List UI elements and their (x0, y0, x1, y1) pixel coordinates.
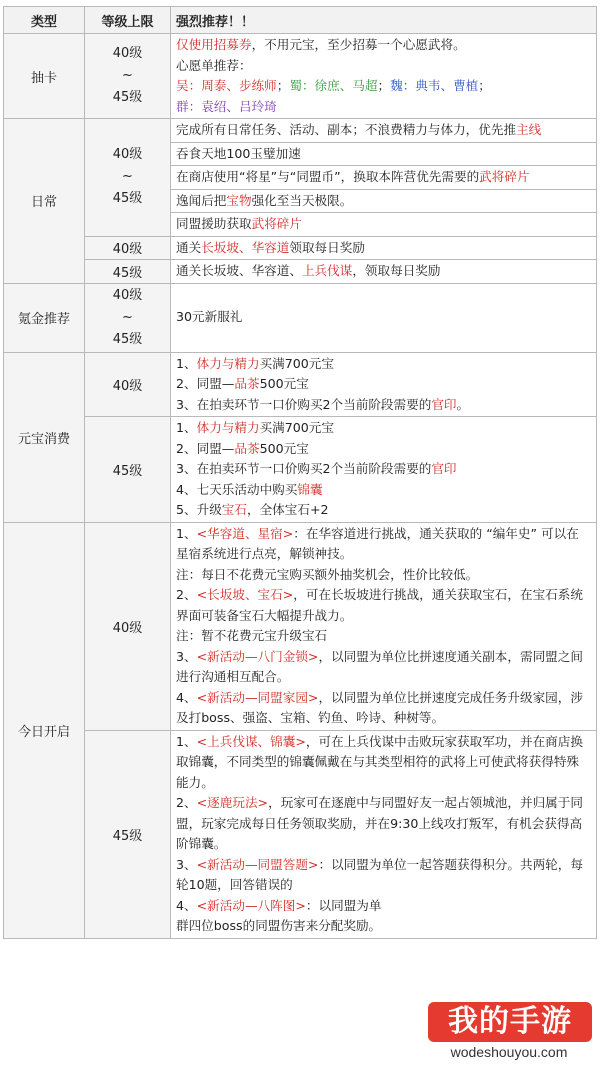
daily-item-7: 通关长坂坡、华容道、上兵伐谋，领取每日奖励 (171, 260, 597, 284)
krypton-content: 30元新服礼 (171, 283, 597, 352)
header-type: 类型 (4, 7, 85, 34)
yuanbao-row-40 (4, 352, 597, 417)
watermark-badge (428, 1002, 592, 1042)
daily-row-6 (4, 236, 597, 260)
daily-row-7 (4, 260, 597, 284)
today-row-40 (4, 522, 597, 730)
daily-item-4: 逸闻后把宝物强化至当天极限。 (171, 189, 597, 213)
daily-row-1 (4, 119, 597, 143)
watermark (420, 1000, 598, 1064)
yuanbao-content-45: 1、体力与精力买满700元宝 2、同盟—品茶500元宝 3、在拍卖环节一口价购买2个当前阶段需要的官印 4、七天乐活动中购买锦囊 5、升级宝石，全体宝石+2 (171, 417, 597, 523)
watermark-logo-text: 我的手游 (448, 1004, 572, 1039)
yuanbao-level-40: 40级 (85, 352, 171, 417)
gacha-category: 抽卡 (4, 34, 85, 119)
krypton-row (4, 283, 597, 352)
strategy-table (3, 6, 597, 939)
gacha-content: 仅使用招募券，不用元宝，至少招募一个心愿武将。 心愿单推荐： 吴：周泰、步练师；蜀：徐庶、马超；魏：典韦、曹植； 群：袁绍、吕玲琦 (171, 34, 597, 119)
today-level-40: 40级 (85, 522, 171, 730)
daily-item-3: 在商店使用“将星”与“同盟币”，换取本阵营优先需要的武将碎片 (171, 166, 597, 190)
yuanbao-category: 元宝消费 (4, 352, 85, 522)
today-level-45: 45级 (85, 730, 171, 938)
header-level: 等级上限 (85, 7, 171, 34)
today-content-45: 1、<上兵伐谋、锦囊>，可在上兵伐谋中击败玩家获取军功，并在商店换取锦囊，不同类型的锦囊佩戴在与其类型相符的武将上可使武将获得特殊能力。 2、<逐鹿玩法>，玩家可在逐鹿中与同盟好友一起占领城池，并归属于同盟，玩家完成每日任务领取奖励，并在9:30上线攻打叛军，有机会获得高阶锦囊。 3、<新活动—同盟答题>：以同盟为单位一起答题获得积分。共两轮，每轮10题，回答错误的 4、<新活动—八阵图>：以同盟为单 群四位boss的同盟伤害来分配奖励。 (171, 730, 597, 938)
daily-item-5: 同盟援助获取武将碎片 (171, 213, 597, 237)
krypton-level: 40级 ~ 45级 (85, 283, 171, 352)
yuanbao-level-45: 45级 (85, 417, 171, 523)
daily-item-2: 吞食天地100玉璧加速 (171, 142, 597, 166)
daily-level: 40级 ~ 45级 (85, 119, 171, 237)
watermark-url: wodeshouyou.com (450, 1044, 568, 1060)
daily-category: 日常 (4, 119, 85, 284)
gacha-row (4, 34, 597, 119)
daily-item-1: 完成所有日常任务、活动、副本；不浪费精力与体力，优先推主线 (171, 119, 597, 143)
today-content-40: 1、<华容道、星宿>：在华容道进行挑战，通关获取的 “编年史” 可以在星宿系统进行点亮，解锁神技。 注：每日不花费元宝购买额外抽奖机会，性价比较低。 2、<长坂坡、宝石>，可在长坂坡进行挑战，通关获取宝石，在宝石系统界面可装备宝石大幅提升战力。 注：暂不花费元宝升级宝石 3、<新活动—八门金锁>，以同盟为单位比拼速度通关副本，需同盟之间进行沟通相互配合。 4、<新活动—同盟家园>，以同盟为单位比拼速度完成任务升级家园，涉及打boss、强盗、宝箱、钓鱼、吟诗、种树等。 (171, 522, 597, 730)
krypton-category: 氪金推荐 (4, 283, 85, 352)
yuanbao-row-45 (4, 417, 597, 523)
header-recommend: 强烈推荐！！ (171, 7, 597, 34)
yuanbao-content-40: 1、体力与精力买满700元宝 2、同盟—品茶500元宝 3、在拍卖环节一口价购买2个当前阶段需要的官印。 (171, 352, 597, 417)
daily-item-6: 通关长坂坡、华容道领取每日奖励 (171, 236, 597, 260)
header-row (4, 7, 597, 34)
today-category: 今日开启 (4, 522, 85, 938)
daily-level-40: 40级 (85, 236, 171, 260)
today-row-45 (4, 730, 597, 938)
daily-level-45: 45级 (85, 260, 171, 284)
gacha-level: 40级 ~ 45级 (85, 34, 171, 119)
